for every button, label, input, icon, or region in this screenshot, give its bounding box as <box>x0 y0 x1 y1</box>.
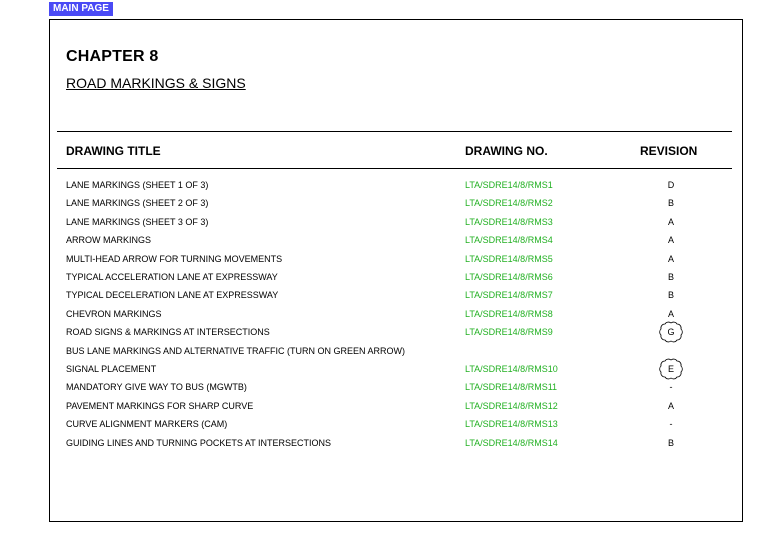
table-row <box>0 361 768 377</box>
drawing-number-link[interactable]: LTA/SDRE14/8/RMS9 <box>465 327 553 338</box>
revision-value: B <box>667 272 674 282</box>
table-row <box>0 287 768 303</box>
revision-value: B <box>667 290 674 301</box>
chapter-heading: CHAPTER 8 <box>66 48 159 65</box>
drawing-title: TYPICAL ACCELERATION LANE AT EXPRESSWAY <box>66 272 278 282</box>
header-drawing-no: DRAWING NO. <box>465 144 548 158</box>
drawing-title: CURVE ALIGNMENT MARKERS (CAM) <box>66 419 228 430</box>
table-row <box>0 177 768 193</box>
drawing-title: MANDATORY GIVE WAY TO BUS (MGWTB) <box>66 382 247 393</box>
table-row <box>0 379 768 395</box>
drawing-number-link[interactable]: LTA/SDRE14/8/RMS7 <box>465 290 553 301</box>
drawing-number-link[interactable]: LTA/SDRE14/8/RMS13 <box>465 419 558 430</box>
drawing-title: GUIDING LINES AND TURNING POCKETS AT INTERSECTIONS <box>66 437 332 448</box>
drawing-number-link[interactable]: LTA/SDRE14/8/RMS2 <box>465 198 553 209</box>
table-row <box>0 214 768 230</box>
drawing-number-link[interactable]: LTA/SDRE14/8/RMS11 <box>465 382 558 393</box>
table-row <box>0 306 768 322</box>
table-row <box>0 269 768 285</box>
drawing-number-link[interactable]: LTA/SDRE14/8/RMS8 <box>465 308 553 319</box>
drawing-number-link[interactable]: LTA/SDRE14/8/RMS6 <box>465 272 553 282</box>
revision-value: A <box>667 253 674 264</box>
drawing-title: LANE MARKINGS (SHEET 3 OF 3) <box>66 216 209 227</box>
revision-value: A <box>667 235 674 246</box>
drawing-title: MULTI-HEAD ARROW FOR TURNING MOVEMENTS <box>66 253 283 264</box>
header-drawing-title: DRAWING TITLE <box>66 144 161 158</box>
drawing-number-link[interactable]: LTA/SDRE14/8/RMS5 <box>465 253 553 264</box>
drawing-number-link[interactable]: LTA/SDRE14/8/RMS4 <box>465 235 553 246</box>
drawing-title: LANE MARKINGS (SHEET 2 OF 3) <box>66 198 209 209</box>
drawing-number-link[interactable]: LTA/SDRE14/8/RMS1 <box>465 180 553 190</box>
drawing-title: ROAD SIGNS & MARKINGS AT INTERSECTIONS <box>66 327 270 338</box>
divider <box>57 131 732 132</box>
drawing-number-link[interactable]: LTA/SDRE14/8/RMS3 <box>465 216 553 227</box>
chapter-subtitle: ROAD MARKINGS & SIGNS <box>66 75 246 91</box>
table-row <box>0 398 768 414</box>
revision-value: E <box>667 364 674 374</box>
revision-value: A <box>667 216 674 227</box>
table-row <box>0 416 768 432</box>
drawing-title: ARROW MARKINGS <box>66 235 152 246</box>
table-row <box>0 324 768 340</box>
revision-value: - <box>669 382 673 393</box>
divider <box>57 168 732 169</box>
drawing-title: TYPICAL DECELERATION LANE AT EXPRESSWAY <box>66 290 279 301</box>
drawing-number-link[interactable]: LTA/SDRE14/8/RMS10 <box>465 364 558 374</box>
drawing-title: SIGNAL PLACEMENT <box>66 364 157 374</box>
revision-value: A <box>667 308 674 319</box>
drawing-number-link[interactable]: LTA/SDRE14/8/RMS12 <box>465 400 558 411</box>
revision-value: B <box>667 437 674 448</box>
drawing-title: BUS LANE MARKINGS AND ALTERNATIVE TRAFFIC (TURN ON GREEN ARROW) <box>66 345 406 356</box>
revision-value: A <box>667 400 674 411</box>
revision-value: D <box>667 180 675 190</box>
revision-value: G <box>667 327 675 338</box>
table-row <box>0 232 768 248</box>
revision-value: B <box>667 198 674 209</box>
main-page-button[interactable]: MAIN PAGE <box>49 2 113 16</box>
drawing-title: LANE MARKINGS (SHEET 1 OF 3) <box>66 180 209 190</box>
drawing-title: PAVEMENT MARKINGS FOR SHARP CURVE <box>66 400 254 411</box>
table-row <box>0 343 768 359</box>
table-row <box>0 435 768 451</box>
drawing-number-link[interactable]: LTA/SDRE14/8/RMS14 <box>465 437 558 448</box>
header-revision: REVISION <box>640 144 698 158</box>
table-row <box>0 195 768 211</box>
drawing-title: CHEVRON MARKINGS <box>66 308 162 319</box>
table-row <box>0 251 768 267</box>
revision-value: - <box>669 419 673 430</box>
